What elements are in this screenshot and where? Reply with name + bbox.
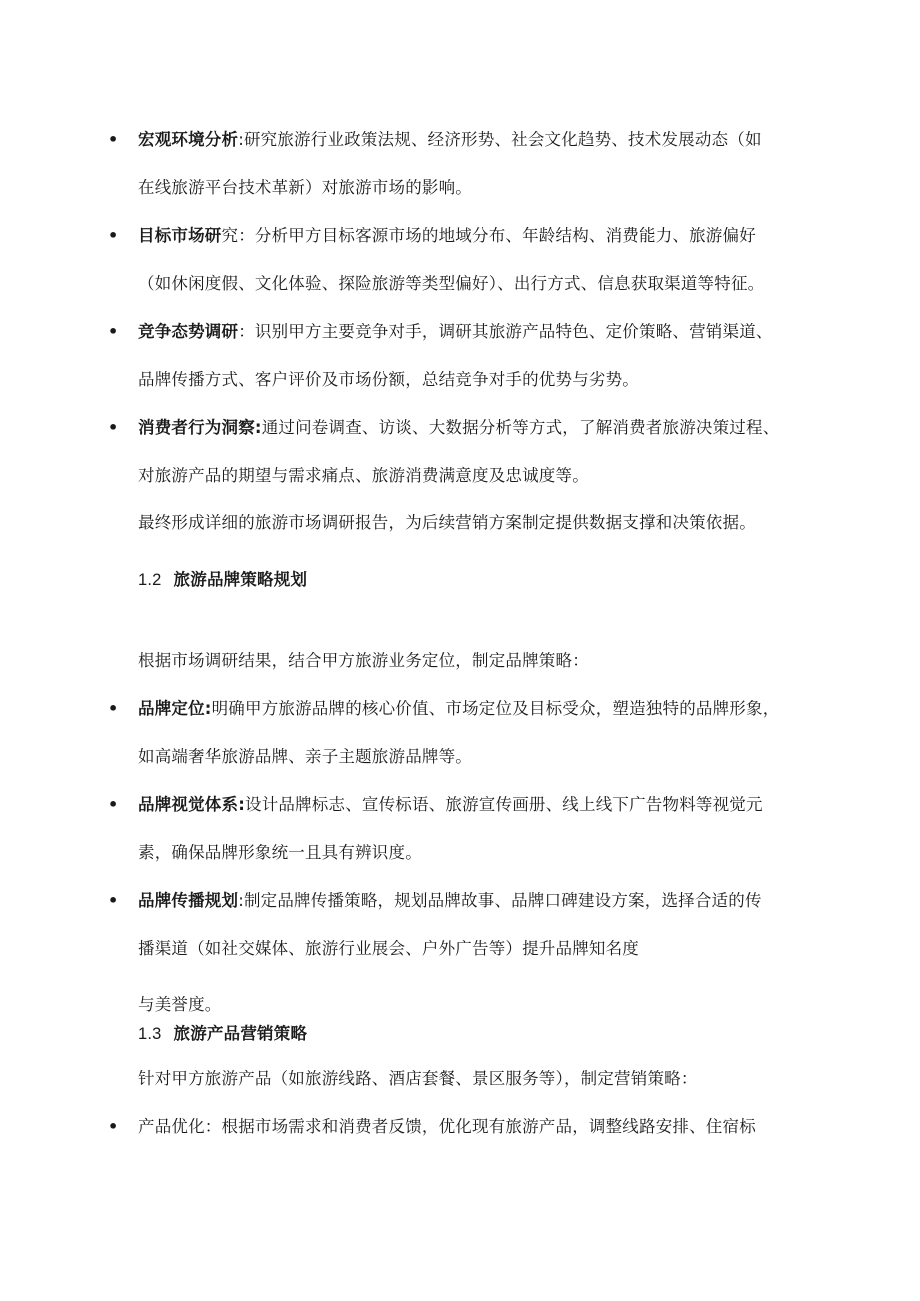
bullet-icon: • bbox=[108, 130, 119, 149]
list-item bbox=[138, 417, 779, 439]
list-item-continuation: 在线旅游平台技术革新）对旅游市场的影响。 bbox=[138, 178, 472, 197]
item-text: 明确甲方旅游品牌的核心价值、市场定位及目标受众，塑造独特的品牌形象， bbox=[211, 699, 780, 718]
section-heading bbox=[138, 1023, 307, 1045]
list-item-continuation: （如休闲度假、文化体验、探险旅游等类型偏好）、出行方式、信息获取渠道等特征。 bbox=[138, 274, 765, 293]
list-item-continuation: 对旅游产品的期望与需求痛点、旅游消费满意度及忠诚度等。 bbox=[138, 466, 589, 485]
bullet-icon: • bbox=[108, 418, 119, 437]
list-item bbox=[138, 129, 762, 151]
bullet-icon: • bbox=[108, 322, 119, 341]
item-title: 消费者行为洞察: bbox=[138, 418, 262, 437]
section-number: 1.2 bbox=[138, 571, 162, 589]
list-item: 产品优化：根据市场需求和消费者反馈，优化现有旅游产品，调整线路安排、住宿标 bbox=[138, 1117, 756, 1136]
bullet-icon: • bbox=[108, 891, 119, 910]
list-item bbox=[138, 225, 756, 247]
item-text: :制定品牌传播策略，规划品牌故事、品牌口碑建设方案，选择合适的传 bbox=[238, 891, 762, 910]
section-number: 1.3 bbox=[138, 1025, 162, 1043]
list-item-continuation: 如高端奢华旅游品牌、亲子主题旅游品牌等。 bbox=[138, 747, 472, 766]
bullet-icon: • bbox=[108, 699, 119, 718]
bullet-icon: • bbox=[108, 226, 119, 245]
section-title: 旅游产品营销策略 bbox=[173, 1024, 308, 1043]
item-title: 品牌传播规划 bbox=[138, 891, 239, 910]
list-item bbox=[138, 321, 773, 343]
item-title: 目标市场研 bbox=[138, 226, 222, 245]
intro-paragraph: 根据市场调研结果，结合甲方旅游业务定位，制定品牌策略： bbox=[138, 651, 589, 670]
list-item bbox=[138, 794, 763, 816]
item-title: 品牌视觉体系: bbox=[138, 795, 245, 814]
bullet-icon: • bbox=[108, 795, 119, 814]
item-text: 通过问卷调查、访谈、大数据分析等方式，了解消费者旅游决策过程、 bbox=[261, 418, 780, 437]
item-text: ：识别甲方主要竞争对手，调研其旅游产品特色、定价策略、营销渠道、 bbox=[238, 322, 773, 341]
list-item-continuation: 播渠道（如社交媒体、旅游行业展会、户外广告等）提升品牌知名度 bbox=[138, 939, 639, 958]
list-item-continuation: 素，确保品牌形象统一且具有辨识度。 bbox=[138, 843, 422, 862]
item-title: 竞争态势调研 bbox=[138, 322, 239, 341]
list-item bbox=[138, 890, 762, 912]
section-heading bbox=[138, 569, 307, 591]
list-item-continuation: 与美誉度。 bbox=[138, 995, 222, 1014]
item-title: 宏观环境分析 bbox=[138, 130, 239, 149]
list-item bbox=[138, 698, 779, 720]
item-text: 设计品牌标志、宣传标语、旅游宣传画册、线上线下广告物料等视觉元 bbox=[245, 795, 763, 814]
intro-paragraph: 针对甲方旅游产品（如旅游线路、酒店套餐、景区服务等），制定营销策略： bbox=[138, 1069, 698, 1088]
section-title: 旅游品牌策略规划 bbox=[173, 570, 308, 589]
item-title: 品牌定位: bbox=[138, 699, 212, 718]
list-item-continuation: 品牌传播方式、客户评价及市场份额，总结竞争对手的优势与劣势。 bbox=[138, 370, 639, 389]
summary-paragraph: 最终形成详细的旅游市场调研报告，为后续营销方案制定提供数据支撑和决策依据。 bbox=[138, 513, 756, 532]
item-text: :研究旅游行业政策法规、经济形势、社会文化趋势、技术发展动态（如 bbox=[238, 130, 762, 149]
bullet-icon: • bbox=[108, 1117, 119, 1136]
item-text: 究：分析甲方目标客源市场的地域分布、年龄结构、消费能力、旅游偏好 bbox=[221, 226, 756, 245]
